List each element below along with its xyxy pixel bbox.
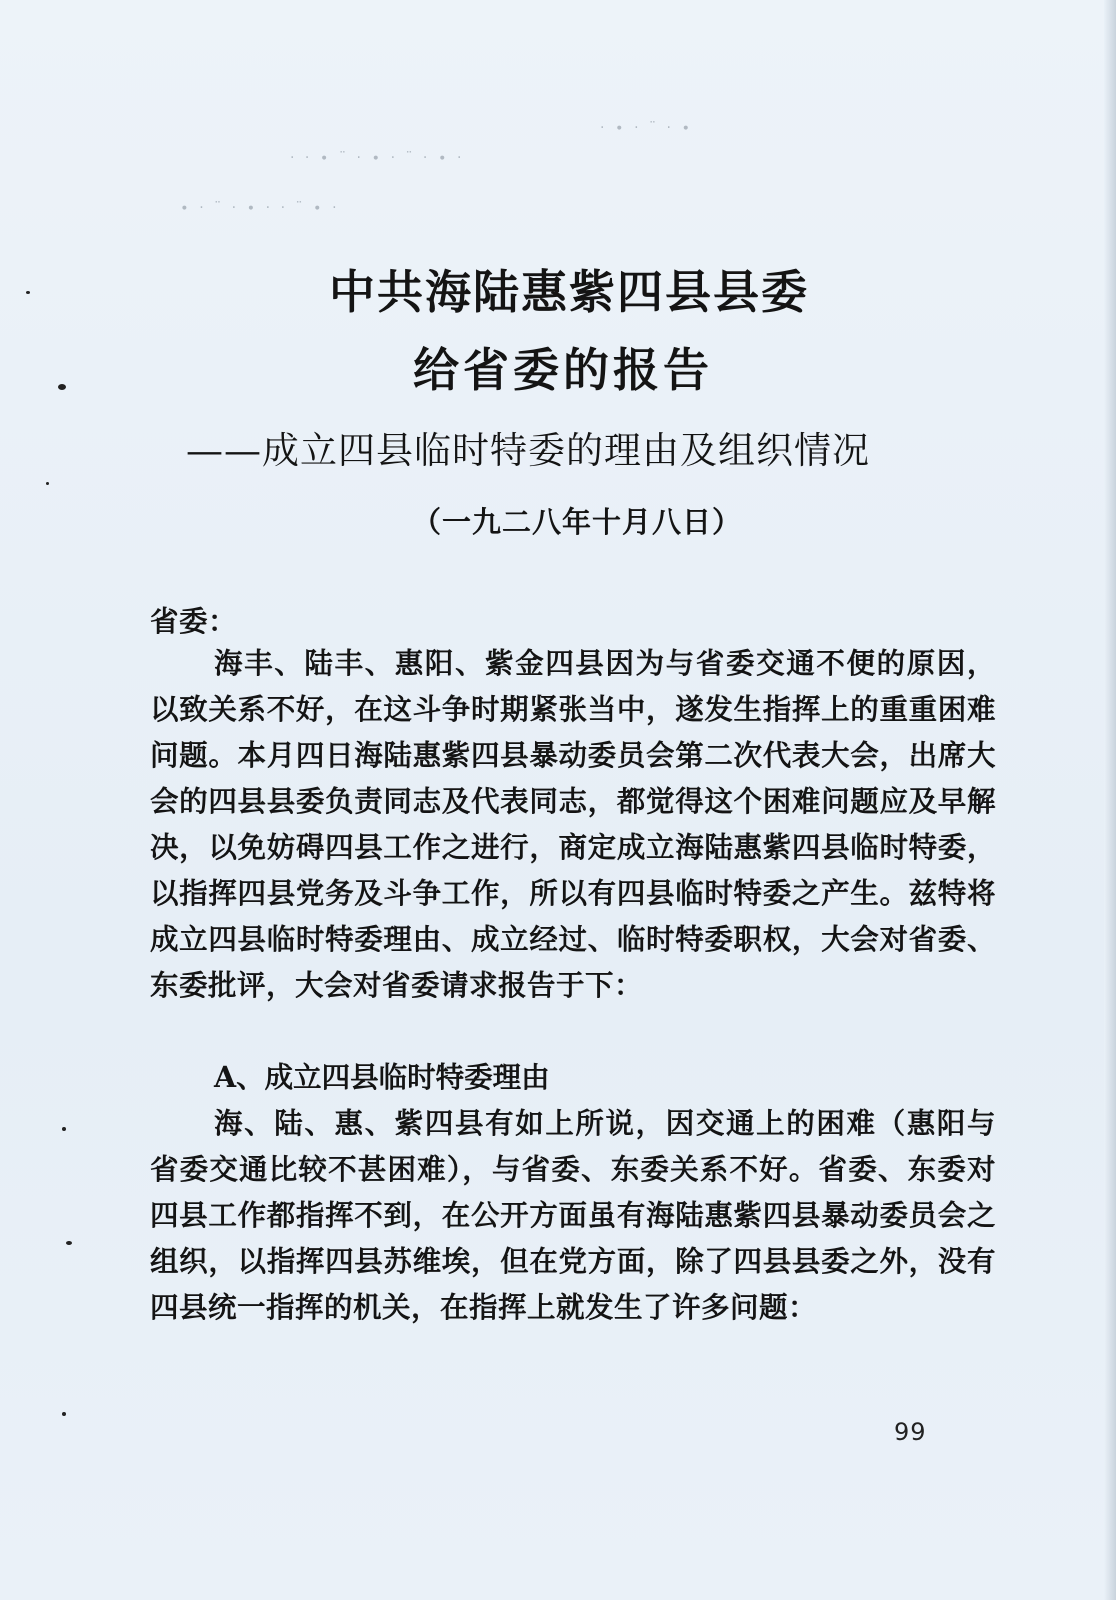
document-date: （一九二八年十月八日） [412,505,743,539]
margin-speck [62,1127,66,1131]
margin-speck [62,1412,66,1416]
scan-edge-shadow [1104,0,1116,1600]
body-paragraph-1: 海丰、陆丰、惠阳、紫金四县因为与省委交通不便的原因，以致关系不好，在这斗争时期紧张当中，遂发生指挥上的重重困难问题。本月四日海陆惠紫四县暴动委员会第二次代表大会，出席大会的四县县委负责同志及代表同志，都觉得这个困难问题应及早解决，以免妨碍四县工作之进行，商定成立海陆惠紫四县临时特委，以指挥四县党务及斗争工作，所以有四县临时特委之产生。兹特将成立四县临时特委理由、成立经过、临时特委职权，大会对省委、东委批评，大会对省委请求报告于下： [150,646,996,1002]
scan-noise: · · ∙ ¨ · ∙ · ¨ · ∙ · [290,150,465,166]
page-number: 99 [894,1418,927,1446]
scan-noise: ∙ · ¨ · ∙ · · ¨ ∙ · [180,200,340,216]
document-title-line2: 给省委的报告 [413,343,713,397]
document-title-line1: 中共海陆惠紫四县县委 [329,265,809,319]
scan-noise: · ∙ · ¨ · ∙ [600,120,694,136]
document-subtitle: ——成立四县临时特委的理由及组织情况 [186,429,870,472]
margin-speck [46,482,49,485]
salutation: 省委： [150,604,238,638]
section-a-heading: A、成立四县临时特委理由 [214,1060,550,1094]
margin-speck [66,1241,72,1245]
body-paragraph-2: 海、陆、惠、紫四县有如上所说，因交通上的困难（惠阳与省委交通比较不甚困难），与省委、东委关系不好。省委、东委对四县工作都指挥不到，在公开方面虽有海陆惠紫四县暴动委员会之组织，以指挥四县苏维埃，但在党方面，除了四县县委之外，没有四县统一指挥的机关，在指挥上就发生了许多问题： [150,1106,996,1324]
